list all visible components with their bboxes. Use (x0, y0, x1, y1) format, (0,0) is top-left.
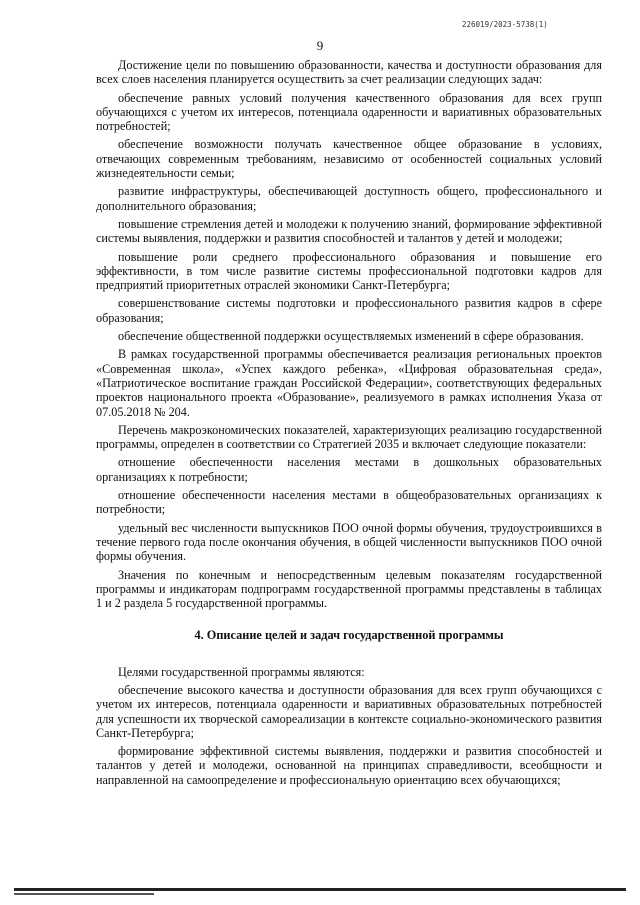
list-item: обеспечение высокого качества и доступности образования для всех групп обучающихся с учетом их интересов, потенциала одаренности и вариативных образовательных потребностей для успешности их творческой самореализации в контексте социально-экономического развития Санкт-Петербурга; (96, 682, 602, 740)
page-body (96, 58, 602, 787)
scan-edge-line (14, 888, 626, 891)
list-item: формирование эффективной системы выявления, поддержки и развития способностей и талантов у детей и молодежи, основанной на принципах справедливости, всеобщности и направленной на самоопределение и профессиональную ориентацию всех обучающихся; (96, 744, 602, 787)
paragraph: В рамках государственной программы обеспечивается реализация региональных проектов «Современная школа», «Успех каждого ребенка», «Цифровая образовательная среда», «Патриотическое воспитание граждан Российской Федерации», соответствующих федеральных проектов национального проекта «Образование», реализуемого в рамках исполнения Указа от 07.05.2018 № 204. (96, 347, 602, 419)
document-id: 226019/2023-5738(1) (462, 20, 548, 29)
paragraph: Значения по конечным и непосредственным целевым показателям государственной программы и индикаторам подпрограмм государственной программы представлены в таблицах 1 и 2 раздела 5 государственной программы. (96, 567, 602, 611)
list-item: повышение стремления детей и молодежи к получению знаний, формирование эффективной системы выявления, поддержки и развития способностей и талантов у детей и молодежи; (96, 216, 602, 246)
paragraph: Целями государственной программы являются: (118, 664, 365, 679)
page-number: 9 (316, 38, 324, 53)
list-item: совершенствование системы подготовки и профессионального развития кадров в сфере образования; (96, 296, 602, 325)
list-item: обеспечение равных условий получения качественного образования для всех групп обучающихся с учетом их интересов, потенциала одаренности и вариативных образовательных потребностей; (96, 90, 602, 134)
list-item: отношение обеспеченности населения местами в дошкольных образовательных организациях к потребности; (96, 455, 602, 484)
list-item: повышение роли среднего профессионального образования и повышение его эффективности, в том числе развитие системы профессиональной подготовки кадров для предприятий приоритетных отраслей экономики Санкт-Петербурга; (96, 249, 602, 293)
paragraph: Перечень макроэкономических показателей, характеризующих реализацию государственной программы, определен в соответствии со Стратегией 2035 и включает следующие показатели: (96, 422, 602, 452)
list-item: отношение обеспеченности населения местами в общеобразовательных организациях к потребности; (96, 488, 602, 517)
scan-edge-line (14, 893, 154, 895)
list-item: обеспечение возможности получать качественное общее образование в условиях, отвечающих современным требованиям, независимо от особенностей социальных условий жизнедеятельности семьи; (96, 137, 602, 181)
section-heading: 4. Описание целей и задач государственной программы (194, 628, 504, 643)
list-item: удельный вес численности выпускников ПОО очной формы обучения, трудоустроившихся в течение первого года после окончания обучения, в общей численности выпускников ПОО очной формы обучения. (96, 520, 602, 564)
list-item: обеспечение общественной поддержки осуществляемых изменений в сфере образования. (118, 329, 584, 344)
paragraph: Достижение цели по повышению образованности, качества и доступности образования для всех слоев населения планируется осуществить за счет реализации следующих задач: (96, 58, 602, 87)
list-item: развитие инфраструктуры, обеспечивающей доступность общего, профессионального и дополнительного образования; (96, 184, 602, 213)
